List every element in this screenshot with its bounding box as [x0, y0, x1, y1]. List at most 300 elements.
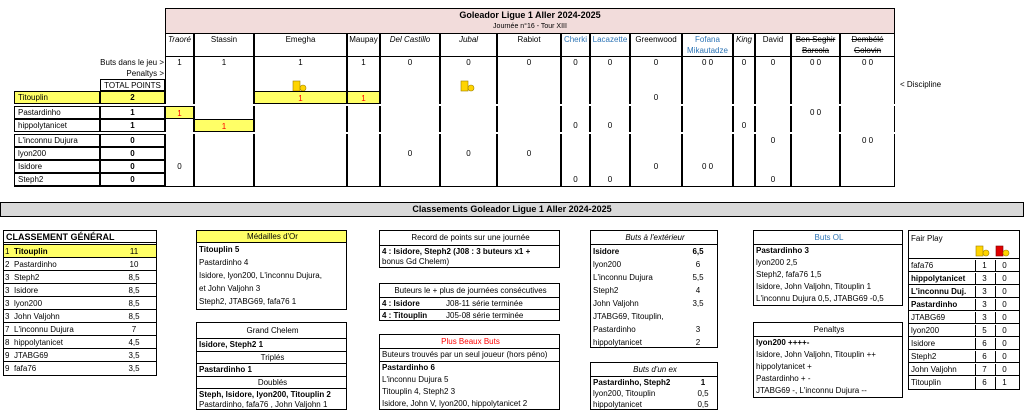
exterieur-title: Buts à l'extérieur	[625, 233, 685, 242]
pick-cell	[347, 147, 380, 160]
beaux-buts-box	[379, 334, 560, 410]
classement-name: John Valjohn	[14, 312, 60, 321]
buts-ex-value: 1	[700, 378, 706, 387]
pick-cell	[755, 119, 791, 132]
pick-cell	[347, 119, 380, 132]
pick-value: 0	[177, 162, 182, 171]
fair-play-name: Titouplin	[911, 378, 941, 387]
pick-cell	[380, 119, 440, 132]
pick-cell	[630, 119, 682, 132]
pick-cell	[561, 147, 590, 160]
classement-score: 11	[129, 247, 139, 256]
participant-name: L'inconnu Dujura	[14, 134, 100, 147]
fair-play-box	[908, 230, 1020, 390]
pick-cell	[682, 147, 733, 160]
red-card-icon	[995, 245, 1011, 259]
pick-cell	[755, 91, 791, 104]
pick-cell	[254, 147, 347, 160]
penaltys-line: Pastardinho + -	[756, 374, 811, 383]
penaltys-box	[753, 322, 903, 398]
fair-play-red: 0	[995, 273, 1013, 285]
pick-value: 0	[653, 162, 659, 171]
classement-rank: 1	[5, 247, 10, 256]
pick-cell	[733, 106, 755, 119]
buts-ex-row	[591, 388, 717, 399]
player-name: Lacazette	[592, 35, 628, 44]
fair-play-row	[909, 297, 1019, 310]
player-header-3	[347, 34, 380, 57]
pick-cell	[440, 160, 497, 173]
classement-row	[4, 309, 156, 322]
pick-cell	[561, 134, 590, 147]
exterieur-box	[590, 230, 718, 348]
exterieur-value: 6	[695, 260, 701, 269]
pick-cell	[840, 106, 895, 119]
player-name: David	[762, 35, 784, 44]
medailles-line: Isidore, lyon200, L'inconnu Dujura,	[199, 271, 322, 280]
buts-value: 0 0	[701, 58, 714, 67]
beaux-buts-title: Plus Beaux Buts	[441, 337, 500, 346]
buts-value: 0	[607, 58, 613, 67]
classement-score: 4,5	[128, 338, 140, 347]
exterieur-row	[591, 271, 717, 284]
column-frame	[440, 57, 497, 91]
pick-value: 1	[254, 91, 347, 104]
participant-total: 0	[100, 160, 165, 173]
column-frame	[630, 57, 682, 91]
player-name: Traoré	[168, 35, 191, 44]
pick-cell	[791, 160, 840, 173]
pick-cell	[630, 147, 682, 160]
fair-play-row	[909, 336, 1019, 349]
pick-cell	[497, 173, 561, 186]
buts-ol-line: lyon200 2,5	[756, 258, 798, 267]
player-header-8	[590, 34, 630, 57]
classement-rank: 9	[5, 351, 10, 360]
player-name: Emegha	[285, 35, 316, 44]
column-frame	[194, 57, 254, 91]
classement-row	[4, 257, 156, 270]
fair-play-red: 0	[995, 351, 1013, 363]
classement-title: CLASSEMENT GÉNÉRAL	[4, 231, 156, 243]
column-frame	[380, 57, 440, 91]
pick-cell	[561, 106, 590, 119]
classement-name: Titouplin	[14, 247, 48, 256]
buts-ex-row	[591, 399, 717, 410]
pick-cell	[380, 91, 440, 104]
exterieur-name: John Valjohn	[593, 299, 639, 308]
buteurs-title: Buteurs le + plus de journées consécutives	[394, 286, 547, 295]
participant-name: lyon200	[14, 147, 100, 160]
pick-cell	[194, 106, 254, 119]
pick-cell	[380, 173, 440, 186]
fair-play-yellow: 3	[975, 286, 993, 298]
buts-label: Buts dans le jeu >	[100, 58, 164, 67]
fair-play-red: 1	[995, 377, 1013, 389]
column-frame	[561, 57, 590, 91]
buts-value: 1	[177, 58, 182, 67]
medailles-line: Pastardinho 4	[199, 258, 249, 267]
pick-cell	[791, 91, 840, 104]
participant-total: 0	[100, 147, 165, 160]
record-line-2: bonus Gd Chelem)	[382, 257, 450, 266]
exterieur-value: 2	[695, 338, 701, 347]
buts-ol-line: L'inconnu Dujura 0,5, JTABG69 -0,5	[756, 294, 884, 303]
pick-cell	[840, 173, 895, 186]
exterieur-row	[591, 284, 717, 297]
fair-play-red: 0	[995, 299, 1013, 311]
fair-play-red: 0	[995, 260, 1013, 272]
buts-value: 0 0	[809, 58, 822, 67]
medailles-box	[196, 230, 347, 310]
beaux-buts-line: Titouplin 4, Steph2 3	[382, 387, 456, 396]
buteurs-name: 4 : Titouplin	[382, 311, 428, 320]
pick-cell	[590, 134, 630, 147]
classement-name: hippolytanicet	[14, 338, 63, 347]
classement-row	[4, 361, 156, 374]
classement-rank: 2	[5, 260, 10, 269]
pick-value: 0	[770, 175, 776, 184]
pick-cell	[733, 91, 755, 104]
buts-value: 0	[407, 58, 413, 67]
buts-ol-line: Steph2, fafa76 1,5	[756, 270, 822, 279]
pick-cell	[561, 160, 590, 173]
pick-value: 0	[607, 175, 613, 184]
pick-cell	[561, 91, 590, 104]
pick-cell	[840, 119, 895, 132]
fair-play-yellow: 3	[975, 273, 993, 285]
pick-cell	[733, 134, 755, 147]
classement-score: 10	[129, 260, 139, 269]
buteurs-box	[379, 283, 560, 321]
buteurs-serie: J08-11 série terminée	[446, 299, 523, 308]
beaux-buts-line: Isidore, John V, lyon200, hippolytanicet 2	[382, 399, 528, 408]
penaltys-line: JTABG69 -, L'inconnu Dujura --	[756, 386, 867, 395]
pick-cell	[254, 134, 347, 147]
participant-total: 0	[100, 173, 165, 186]
classement-general	[3, 230, 157, 376]
exterieur-row	[591, 245, 717, 258]
fair-play-name: John Valjohn	[911, 365, 957, 374]
exterieur-row	[591, 258, 717, 271]
player-name: King	[735, 35, 752, 44]
buts-value: 0	[770, 58, 776, 67]
column-frame	[733, 57, 755, 91]
buts-ex-name: Pastardinho, Steph2	[593, 378, 671, 387]
classement-name: Steph2	[14, 273, 40, 282]
classement-score: 3,5	[128, 351, 140, 360]
pick-cell	[165, 147, 194, 160]
classement-score: 8,5	[128, 312, 140, 321]
total-points-label: TOTAL POINTS	[100, 79, 165, 91]
buts-value: 0	[573, 58, 578, 67]
pick-cell	[590, 147, 630, 160]
classement-score: 8,5	[128, 273, 140, 282]
buts-ex-box	[590, 362, 718, 410]
player-name: Maupay	[349, 35, 378, 44]
player-header-11	[733, 34, 755, 57]
pick-value: 1	[347, 91, 380, 104]
pick-cell	[380, 106, 440, 119]
pick-cell	[590, 106, 630, 119]
classement-row	[4, 322, 156, 335]
fair-play-yellow: 6	[975, 338, 993, 350]
pick-cell	[497, 106, 561, 119]
classements-banner: Classements Goleador Ligue 1 Aller 2024-2025	[0, 202, 1024, 217]
pick-cell	[440, 106, 497, 119]
exterieur-value: 3,5	[692, 299, 704, 308]
pick-value: 0	[653, 93, 659, 102]
beaux-buts-line: L'inconnu Dujura 5	[382, 375, 449, 384]
participant-total: 2	[100, 91, 165, 104]
classement-row	[4, 348, 156, 361]
fair-play-name: Isidore	[911, 339, 936, 348]
pick-cell	[194, 147, 254, 160]
buts-ex-title: Buts d'un ex	[633, 365, 677, 374]
buts-ex-row	[591, 377, 717, 388]
pick-cell	[254, 173, 347, 186]
grid-subtitle: Journée n°16 - Tour XIII	[493, 23, 567, 30]
exterieur-value: 4	[695, 286, 701, 295]
pick-cell	[840, 91, 895, 104]
fair-play-row	[909, 323, 1019, 336]
fair-play-yellow: 5	[975, 325, 993, 337]
fair-play-row	[909, 271, 1019, 284]
buts-ex-value: 0,5	[697, 389, 709, 398]
player-header-7	[561, 34, 590, 57]
classement-score: 8,5	[128, 286, 140, 295]
pick-cell	[440, 134, 497, 147]
pick-value: 0	[607, 121, 613, 130]
buteurs-row	[380, 309, 559, 321]
pick-cell	[630, 134, 682, 147]
classement-name: lyon200	[14, 299, 43, 308]
pick-cell	[590, 91, 630, 104]
column-frame	[497, 57, 561, 91]
pick-cell	[440, 173, 497, 186]
exterieur-row	[591, 323, 717, 336]
pick-cell	[791, 173, 840, 186]
column-frame	[840, 57, 895, 91]
classement-rank: 3	[5, 299, 10, 308]
pick-cell	[347, 173, 380, 186]
grid-bottom-line	[14, 186, 895, 187]
exterieur-value: 6,5	[692, 247, 704, 256]
participant-total: 1	[100, 119, 165, 132]
fair-play-name: lyon200	[911, 326, 940, 335]
pick-cell	[733, 173, 755, 186]
classement-name: fafa76	[14, 364, 37, 373]
pick-cell	[497, 119, 561, 132]
buts-ex-name: hippolytanicet	[593, 400, 642, 409]
penaltys-line: Isidore, John Valjohn, Titouplin ++	[756, 350, 876, 359]
pick-cell	[347, 106, 380, 119]
grand-chelem-box	[196, 322, 347, 410]
medailles-line: Steph2, JTABG69, fafa76 1	[199, 297, 297, 306]
pick-cell	[840, 147, 895, 160]
fair-play-name: Steph2	[911, 352, 937, 361]
classement-row	[4, 335, 156, 348]
column-frame	[791, 57, 840, 91]
pick-cell	[755, 106, 791, 119]
pick-cell	[682, 106, 733, 119]
pick-cell	[755, 147, 791, 160]
classement-score: 7	[131, 325, 137, 334]
pick-value: 0	[573, 175, 578, 184]
fair-play-name: JTABG69	[911, 313, 946, 322]
exterieur-row	[591, 310, 717, 323]
player-header-13	[791, 34, 840, 57]
classement-row	[4, 296, 156, 309]
column-frame	[165, 57, 194, 91]
pick-cell	[440, 91, 497, 104]
exterieur-value: 3	[695, 325, 701, 334]
pick-cell	[497, 91, 561, 104]
pick-cell	[254, 106, 347, 119]
pick-cell	[347, 160, 380, 173]
pick-cell	[590, 160, 630, 173]
column-frame	[254, 57, 347, 91]
pick-cell	[347, 134, 380, 147]
player-name: Greenwood	[635, 35, 677, 44]
penaltys-line: lyon200 ++++-	[756, 338, 810, 347]
fair-play-row	[909, 375, 1019, 388]
buts-value: 0	[526, 58, 532, 67]
buts-value: 0	[653, 58, 659, 67]
pick-cell	[165, 119, 194, 132]
player-name: Del Castillo	[389, 35, 431, 44]
classement-name: L'inconnu Dujura	[14, 325, 74, 334]
pick-cell	[194, 160, 254, 173]
pick-value: 0	[770, 136, 776, 145]
pick-cell	[682, 119, 733, 132]
player-name-2: Barcola	[801, 46, 830, 55]
pick-value: 0 0	[809, 108, 822, 117]
pick-cell	[840, 160, 895, 173]
discipline-label: < Discipline	[900, 80, 942, 89]
classement-name: Isidore	[14, 286, 39, 295]
exterieur-row	[591, 336, 717, 349]
pick-value: 0 0	[861, 136, 874, 145]
fair-play-row	[909, 310, 1019, 323]
fair-play-red: 0	[995, 364, 1013, 376]
player-name: Stassin	[210, 35, 238, 44]
classement-rank: 8	[5, 338, 10, 347]
classement-score: 8,5	[128, 299, 140, 308]
pick-cell	[194, 91, 254, 104]
buts-value: 0 0	[861, 58, 874, 67]
pick-cell	[497, 160, 561, 173]
pick-cell	[254, 119, 347, 132]
fair-play-row	[909, 258, 1019, 271]
doubles-line-1: Steph, Isidore, lyon200, Titouplin 2	[197, 388, 346, 399]
pick-cell	[380, 160, 440, 173]
doubles-line-2: Pastardinho, fafa76 , John Valjohn 1	[199, 400, 328, 409]
participant-name: hippolytanicet	[14, 119, 100, 132]
record-box	[379, 230, 560, 268]
pick-value: 0	[466, 149, 471, 158]
pick-cell	[791, 119, 840, 132]
fair-play-name: hippolytanicet	[911, 274, 966, 283]
penaltys-line: hippolytanicet +	[756, 362, 812, 371]
buts-value: 0	[466, 58, 471, 67]
player-header-6	[497, 34, 561, 57]
player-header-9	[630, 34, 682, 57]
triples-line: Pastardinho 1	[197, 363, 346, 374]
exterieur-row	[591, 297, 717, 310]
exterieur-name: L'inconnu Dujura	[593, 273, 653, 282]
classement-row	[4, 270, 156, 283]
buts-value: 1	[221, 58, 227, 67]
grand-chelem-title: Grand Chelem	[246, 326, 299, 335]
column-frame	[682, 57, 733, 91]
pick-value: 0 0	[701, 162, 714, 171]
classement-score: 3,5	[128, 364, 140, 373]
pick-value: 0	[741, 121, 747, 130]
player-header-12	[755, 34, 791, 57]
fair-play-name: Pastardinho	[911, 300, 958, 309]
pick-cell	[733, 147, 755, 160]
record-title: Record de points sur une journée	[411, 233, 530, 242]
penaltys-label: Penaltys >	[126, 69, 164, 78]
player-name-2: Mikautadze	[687, 46, 728, 55]
classement-name: Pastardinho	[14, 260, 57, 269]
beaux-buts-subtitle: Buteurs trouvés par un seul joueur (hors péno)	[380, 348, 559, 359]
buts-ol-line: Isidore, John Valjohn, Titouplin 1	[756, 282, 872, 291]
fair-play-yellow: 3	[975, 299, 993, 311]
player-name: Jubal	[458, 35, 479, 44]
pick-cell	[194, 173, 254, 186]
player-header-1	[194, 34, 254, 57]
player-header-0	[165, 34, 194, 57]
exterieur-name: Pastardinho	[593, 325, 636, 334]
classement-rank: 3	[5, 273, 10, 282]
pick-value: 0	[573, 121, 578, 130]
player-name: Fofana	[695, 35, 720, 44]
participant-name: Pastardinho	[14, 106, 100, 119]
pick-cell	[380, 134, 440, 147]
buts-ol-box	[753, 230, 903, 306]
buteurs-serie: J05-08 série terminée	[446, 311, 524, 320]
buts-value: 1	[298, 58, 303, 67]
buts-value: 0	[741, 58, 747, 67]
fair-play-row	[909, 349, 1019, 362]
player-name: Dembélé	[851, 35, 884, 44]
fair-play-red: 0	[995, 325, 1013, 337]
column-frame	[590, 57, 630, 91]
pick-cell	[630, 106, 682, 119]
exterieur-value: 5,5	[692, 273, 704, 282]
classement-rank: 3	[5, 312, 10, 321]
classement-rank: 3	[5, 286, 10, 295]
beaux-buts-line: Pastardinho 6	[382, 363, 435, 372]
medailles-title: Médailles d'Or	[197, 231, 346, 243]
medailles-line: Titouplin 5	[199, 245, 240, 254]
fair-play-red: 0	[995, 286, 1013, 298]
player-header-14	[840, 34, 895, 57]
fair-play-name: L'inconnu Duj.	[911, 287, 967, 296]
player-name: Rabiot	[517, 35, 541, 44]
yellow-card-icon	[975, 245, 991, 259]
pick-value: 0	[526, 149, 532, 158]
pick-cell	[791, 147, 840, 160]
buteurs-row	[380, 297, 559, 309]
buts-ex-value: 0,5	[697, 400, 709, 409]
record-line-1: 4 : Isidore, Steph2 (J08 : 3 buteurs x1 +	[380, 245, 559, 256]
pick-value: 1	[165, 106, 194, 119]
pick-cell	[254, 160, 347, 173]
exterieur-name: JTABG69, Titouplin,	[593, 312, 664, 321]
